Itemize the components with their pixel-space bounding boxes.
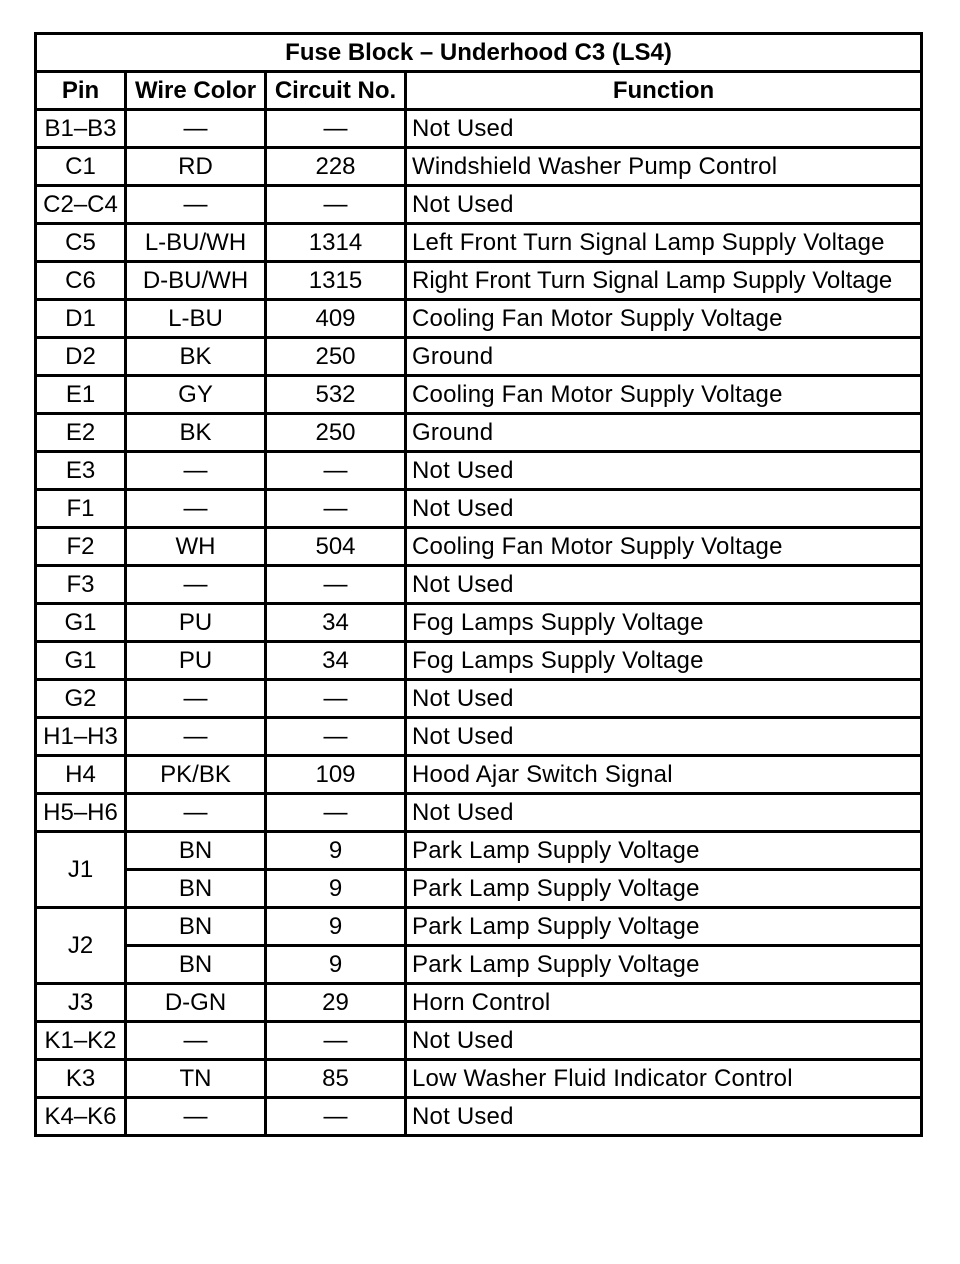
function-cell: Horn Control [406, 984, 922, 1022]
wire-color-cell: PU [126, 604, 266, 642]
wire-color-cell: — [126, 1022, 266, 1060]
wire-color-cell: BN [126, 870, 266, 908]
circuit-no-cell: 1315 [266, 262, 406, 300]
pin-cell: C1 [36, 148, 126, 186]
pin-cell: D1 [36, 300, 126, 338]
column-header-wire-color: Wire Color [126, 72, 266, 110]
wire-color-cell: — [126, 794, 266, 832]
function-cell: Cooling Fan Motor Supply Voltage [406, 528, 922, 566]
function-cell: Not Used [406, 186, 922, 224]
circuit-no-cell: 34 [266, 604, 406, 642]
table-row [36, 794, 922, 832]
circuit-no-cell: 9 [266, 946, 406, 984]
circuit-no-cell: 34 [266, 642, 406, 680]
table-row [36, 376, 922, 414]
function-cell: Park Lamp Supply Voltage [406, 946, 922, 984]
pin-cell: C6 [36, 262, 126, 300]
table-row [36, 1060, 922, 1098]
table-row [36, 300, 922, 338]
wire-color-cell: BK [126, 338, 266, 376]
pin-cell: J3 [36, 984, 126, 1022]
function-cell: Park Lamp Supply Voltage [406, 832, 922, 870]
wire-color-cell: — [126, 680, 266, 718]
function-cell: Not Used [406, 794, 922, 832]
function-cell: Windshield Washer Pump Control [406, 148, 922, 186]
wire-color-cell: — [126, 718, 266, 756]
circuit-no-cell: — [266, 490, 406, 528]
table-row [36, 186, 922, 224]
wire-color-cell: — [126, 566, 266, 604]
wire-color-cell: D-BU/WH [126, 262, 266, 300]
table-row [36, 224, 922, 262]
wire-color-cell: PK/BK [126, 756, 266, 794]
table-row [36, 452, 922, 490]
pin-cell: E2 [36, 414, 126, 452]
table-header-row [36, 72, 922, 110]
circuit-no-cell: 1314 [266, 224, 406, 262]
table-row [36, 756, 922, 794]
table-row [36, 414, 922, 452]
connector-pinout-table [34, 32, 923, 1137]
wire-color-cell: BN [126, 832, 266, 870]
circuit-no-cell: 228 [266, 148, 406, 186]
circuit-no-cell: — [266, 680, 406, 718]
table-row [36, 832, 922, 870]
wire-color-cell: BN [126, 946, 266, 984]
pin-cell: G2 [36, 680, 126, 718]
wire-color-cell: RD [126, 148, 266, 186]
circuit-no-cell: 29 [266, 984, 406, 1022]
function-cell: Fog Lamps Supply Voltage [406, 604, 922, 642]
circuit-no-cell: — [266, 186, 406, 224]
wire-color-cell: TN [126, 1060, 266, 1098]
pin-cell: E1 [36, 376, 126, 414]
circuit-no-cell: 504 [266, 528, 406, 566]
table-row [36, 148, 922, 186]
wire-color-cell: BK [126, 414, 266, 452]
table-row [36, 338, 922, 376]
pin-cell: H1–H3 [36, 718, 126, 756]
function-cell: Park Lamp Supply Voltage [406, 870, 922, 908]
table-row [36, 642, 922, 680]
pin-cell: F3 [36, 566, 126, 604]
function-cell: Low Washer Fluid Indicator Control [406, 1060, 922, 1098]
circuit-no-cell: 9 [266, 908, 406, 946]
function-cell: Not Used [406, 566, 922, 604]
function-cell: Hood Ajar Switch Signal [406, 756, 922, 794]
circuit-no-cell: 9 [266, 832, 406, 870]
function-cell: Ground [406, 414, 922, 452]
table-row [36, 908, 922, 946]
circuit-no-cell: — [266, 110, 406, 148]
wire-color-cell: L-BU [126, 300, 266, 338]
circuit-no-cell: 85 [266, 1060, 406, 1098]
column-header-circuit-no: Circuit No. [266, 72, 406, 110]
table-row [36, 110, 922, 148]
pin-cell: K4–K6 [36, 1098, 126, 1136]
table-row [36, 566, 922, 604]
column-header-pin: Pin [36, 72, 126, 110]
function-cell: Park Lamp Supply Voltage [406, 908, 922, 946]
function-cell: Not Used [406, 1098, 922, 1136]
table-row [36, 984, 922, 1022]
function-cell: Fog Lamps Supply Voltage [406, 642, 922, 680]
function-cell: Cooling Fan Motor Supply Voltage [406, 300, 922, 338]
circuit-no-cell: 532 [266, 376, 406, 414]
table-row [36, 680, 922, 718]
circuit-no-cell: 409 [266, 300, 406, 338]
wire-color-cell: — [126, 452, 266, 490]
wire-color-cell: BN [126, 908, 266, 946]
wire-color-cell: L-BU/WH [126, 224, 266, 262]
table-row [36, 946, 922, 984]
circuit-no-cell: — [266, 452, 406, 490]
table-row [36, 604, 922, 642]
pin-cell: K3 [36, 1060, 126, 1098]
circuit-no-cell: — [266, 718, 406, 756]
function-cell: Not Used [406, 680, 922, 718]
table-title: Fuse Block – Underhood C3 (LS4) [36, 34, 922, 72]
wire-color-cell: D-GN [126, 984, 266, 1022]
pin-cell: C5 [36, 224, 126, 262]
function-cell: Not Used [406, 452, 922, 490]
table-row [36, 1022, 922, 1060]
function-cell: Not Used [406, 490, 922, 528]
function-cell: Not Used [406, 110, 922, 148]
circuit-no-cell: 109 [266, 756, 406, 794]
pin-cell: J2 [36, 908, 126, 984]
wire-color-cell: — [126, 490, 266, 528]
table-row [36, 1098, 922, 1136]
circuit-no-cell: 250 [266, 414, 406, 452]
function-cell: Ground [406, 338, 922, 376]
column-header-function: Function [406, 72, 922, 110]
pin-cell: F1 [36, 490, 126, 528]
function-cell: Right Front Turn Signal Lamp Supply Voltage [406, 262, 922, 300]
pin-cell: F2 [36, 528, 126, 566]
wire-color-cell: PU [126, 642, 266, 680]
wire-color-cell: GY [126, 376, 266, 414]
wire-color-cell: WH [126, 528, 266, 566]
circuit-no-cell: — [266, 1098, 406, 1136]
pin-cell: E3 [36, 452, 126, 490]
table-row [36, 262, 922, 300]
pin-cell: B1–B3 [36, 110, 126, 148]
pin-cell: J1 [36, 832, 126, 908]
table-row [36, 490, 922, 528]
function-cell: Not Used [406, 718, 922, 756]
circuit-no-cell: — [266, 566, 406, 604]
function-cell: Cooling Fan Motor Supply Voltage [406, 376, 922, 414]
table-row [36, 528, 922, 566]
pin-cell: C2–C4 [36, 186, 126, 224]
wire-color-cell: — [126, 186, 266, 224]
circuit-no-cell: 9 [266, 870, 406, 908]
function-cell: Not Used [406, 1022, 922, 1060]
pin-cell: H5–H6 [36, 794, 126, 832]
table-row [36, 870, 922, 908]
pin-cell: D2 [36, 338, 126, 376]
wire-color-cell: — [126, 110, 266, 148]
circuit-no-cell: 250 [266, 338, 406, 376]
pin-cell: H4 [36, 756, 126, 794]
circuit-no-cell: — [266, 794, 406, 832]
circuit-no-cell: — [266, 1022, 406, 1060]
table-row [36, 718, 922, 756]
function-cell: Left Front Turn Signal Lamp Supply Voltage [406, 224, 922, 262]
table-title-row [36, 34, 922, 72]
pin-cell: K1–K2 [36, 1022, 126, 1060]
pin-cell: G1 [36, 604, 126, 642]
pin-cell: G1 [36, 642, 126, 680]
wire-color-cell: — [126, 1098, 266, 1136]
